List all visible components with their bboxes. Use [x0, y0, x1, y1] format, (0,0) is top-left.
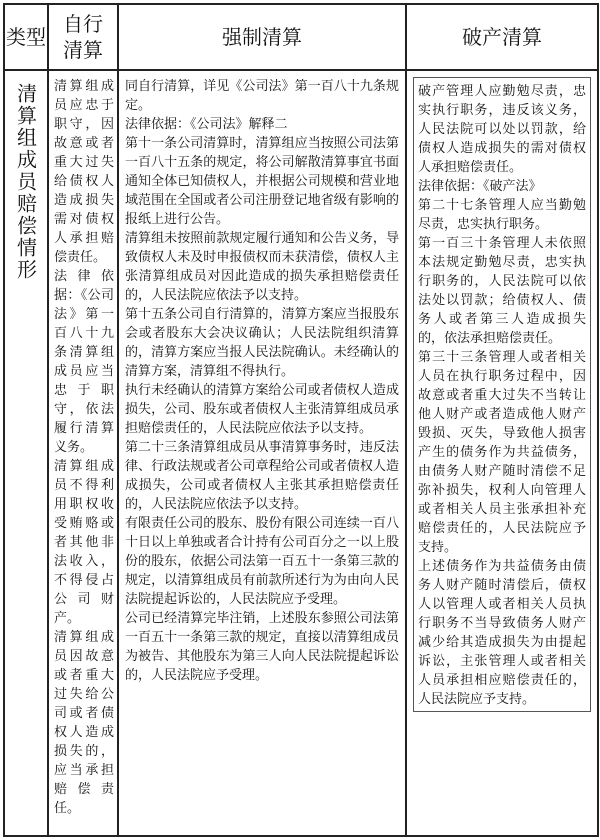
voluntary-cell [48, 70, 118, 836]
compulsory-paragraph: 法律依据：《公司法》解释二 [125, 117, 288, 132]
voluntary-paragraph: 清算组成员应忠于职守，因故意或者重大过失给债权人造成损失需对债权人承担赔偿责任。 [54, 79, 114, 265]
header-compulsory-liquidation: 强制清算 [118, 4, 406, 70]
voluntary-paragraph: 法律依据：《公司法》第一百八十九条清算组成员应当忠于职守，依法履行清算义务。 [54, 269, 114, 455]
header-bankruptcy-liquidation: 破产清算 [406, 4, 598, 70]
compulsory-paragraph: 清算组未按照前款规定履行通知和公告义务，导致债权人未及时申报债权而未获清偿，债权人主张清算组成员对因此造成的损失承担赔偿责任的，人民法院应依法予以支持。 [125, 231, 399, 303]
header-row [4, 4, 598, 70]
compulsory-paragraph: 公司已经清算完毕注销，上述股东参照公司法第一百五十一条第三款的规定，直接以清算组成员为被告、其他股东为第三人向人民法院提起诉讼的，人民法院应予受理。 [125, 611, 399, 683]
bankruptcy-cell [406, 70, 598, 836]
category-cell [4, 70, 48, 836]
bankruptcy-paragraph: 第二十七条管理人应当勤勉尽责，忠实执行职务。 [418, 198, 586, 232]
voluntary-paragraph: 清算组成员不得利用职权收受贿赂或者其他非法收入，不得侵占公司财产。 [54, 459, 114, 626]
compulsory-paragraph: 第十一条公司清算时，清算组应当按照公司法第一百八十五条的规定，将公司解散清算事宜书面通知全体已知债权人，并根据公司规模和营业地域范围在全国或者公司注册登记地省级有影响的报纸上进行公告。 [125, 136, 399, 227]
header-voluntary-liquidation: 自行清算 [48, 4, 118, 70]
bankruptcy-paragraph: 第一百三十条管理人未依照本法规定勤勉尽责，忠实执行职务的，人民法院可以依法处以罚款；给债权人、债务人或者第三人造成损失的，依法承担赔偿责任。 [418, 236, 586, 346]
category-label: 清算组成员赔偿情形 [13, 83, 38, 281]
compulsory-paragraph: 执行未经确认的清算方案给公司或者债权人造成损失，公司、股东或者债权人主张清算组成员承担赔偿责任的，人民法院应依法予以支持。 [125, 383, 399, 436]
compulsory-cell [118, 70, 406, 836]
compulsory-paragraph: 有限责任公司的股东、股份有限公司连续一百八十日以上单独或者合计持有公司百分之一以上股份的股东，依据公司法第一百五十一条第三款的规定，以清算组成员有前款所述行为为由向人民法院提起诉讼的，人民法院应予受理。 [125, 516, 399, 607]
compulsory-paragraph: 第二十三条清算组成员从事清算事务时，违反法律、行政法规或者公司章程给公司或者债权人造成损失，公司或者债权人主张其承担赔偿责任的，人民法院应依法予以支持。 [125, 440, 399, 512]
header-type: 类型 [4, 4, 48, 70]
compulsory-paragraph: 第十五条公司自行清算的，清算方案应当报股东会或者股东大会决议确认；人民法院组织清算的，清算方案应当报人民法院确认。未经确认的清算方案，清算组不得执行。 [125, 307, 399, 379]
bankruptcy-paragraph: 法律依据：《破产法》 [418, 179, 542, 194]
voluntary-paragraph: 清算组成员因故意或者重大过失给公司或者债权人造成损失的，应当承担赔偿责任。 [54, 630, 114, 816]
bankruptcy-text [413, 77, 591, 712]
compulsory-text [119, 71, 405, 689]
liquidation-comparison-table [3, 3, 599, 837]
voluntary-text [49, 71, 117, 822]
bankruptcy-paragraph: 上述债务作为共益债务由债务人财产随时清偿后，债权人以管理人或者相关人员执行职务不当导致债务人财产减少给其造成损失为由提起诉讼，主张管理人或者相关人员承担相应赔偿责任的，人民法院应予支持。 [418, 559, 586, 707]
bankruptcy-paragraph: 第三十三条管理人或者相关人员在执行职务过程中，因故意或者重大过失不当转让他人财产或者造成他人财产毁损、灭失，导致他人损害产生的债务作为共益债务，由债务人财产随时清偿不足弥补损失，权利人向管理人或者相关人员主张承担补充赔偿责任的，人民法院应予支持。 [418, 350, 586, 555]
bankruptcy-paragraph: 破产管理人应勤勉尽责，忠实执行职务，违反该义务，人民法院可以处以罚款，给债权人造成损失的需对债权人承担赔偿责任。 [418, 84, 586, 175]
compulsory-paragraph: 同自行清算，详见《公司法》第一百八十九条规定。 [125, 79, 399, 113]
liability-row [4, 70, 598, 836]
